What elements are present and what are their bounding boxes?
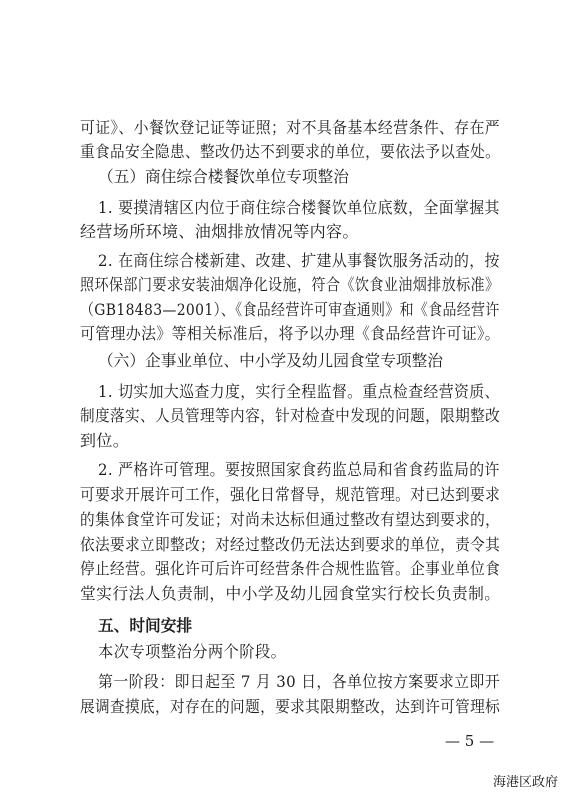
section-heading-6: （六）企事业单位、中小学及幼儿园食堂专项整治 [98,351,443,370]
text-line: （GB18483—2001）、《食品经营许可审查通则》和《食品经营许 [80,300,500,319]
text-line: 第一阶段：即日起至 7 月 30 日，各单位按方案要求立即开 [98,672,501,691]
text-line: 到位。 [80,431,130,450]
text-line: 1. 要摸清辖区内位于商住综合楼餐饮单位底数，全面掌握其 [98,198,500,217]
text-line: 停止经营。强化许可后许可经营条件合规性监管。企事业单位食 [80,559,501,578]
text-line: 本次专项整治分两个阶段。 [98,642,287,661]
text-line: 2. 严格许可管理。要按照国家食药监总局和省食药监局的许 [98,460,500,479]
text-line: 2. 在商住综合楼新建、改建、扩建从事餐饮服务活动的，按 [98,251,500,270]
text-line: 可证》、小餐饮登记证等证照；对不具备基本经营条件、存在严 [80,118,501,137]
text-line: 重食品安全隐患、整改仍达不到要求的单位，要依法予以查处。 [80,142,501,161]
text-line: 可管理办法》等相关标准后，将予以办理《食品经营许可证》。 [80,324,501,343]
text-line: 经营场所环境、油烟排放情况等内容。 [80,222,359,241]
section-heading-time: 五、时间安排 [98,616,193,635]
text-line: 可要求开展许可工作，强化日常督导，规范管理。对已达到要求 [80,485,501,504]
watermark-label: 海港区政府 [492,775,558,790]
text-line: 1. 切实加大巡查力度，实行全程监督。重点检查经营资质、 [98,382,500,401]
text-line: 堂实行法人负责制，中小学及幼儿园食堂实行校长负责制。 [80,584,501,603]
text-line: 照环保部门要求安装油烟净化设施，符合《饮食业油烟排放标准》 [80,275,500,294]
text-line: 制度落实、人员管理等内容，针对检查中发现的问题，限期整改 [80,406,501,425]
text-line: 展调查摸底，对存在的问题，要求其限期整改，达到许可管理标 [80,697,501,716]
section-heading-5: （五）商住综合楼餐饮单位专项整治 [98,167,349,186]
page-number: — 5 — [445,732,495,750]
text-line: 的集体食堂许可发证；对尚未达标但通过整改有望达到要求的， [80,510,501,529]
text-line: 依法要求立即整改；对经过整改仍无法达到要求的单位，责令其 [80,535,501,554]
